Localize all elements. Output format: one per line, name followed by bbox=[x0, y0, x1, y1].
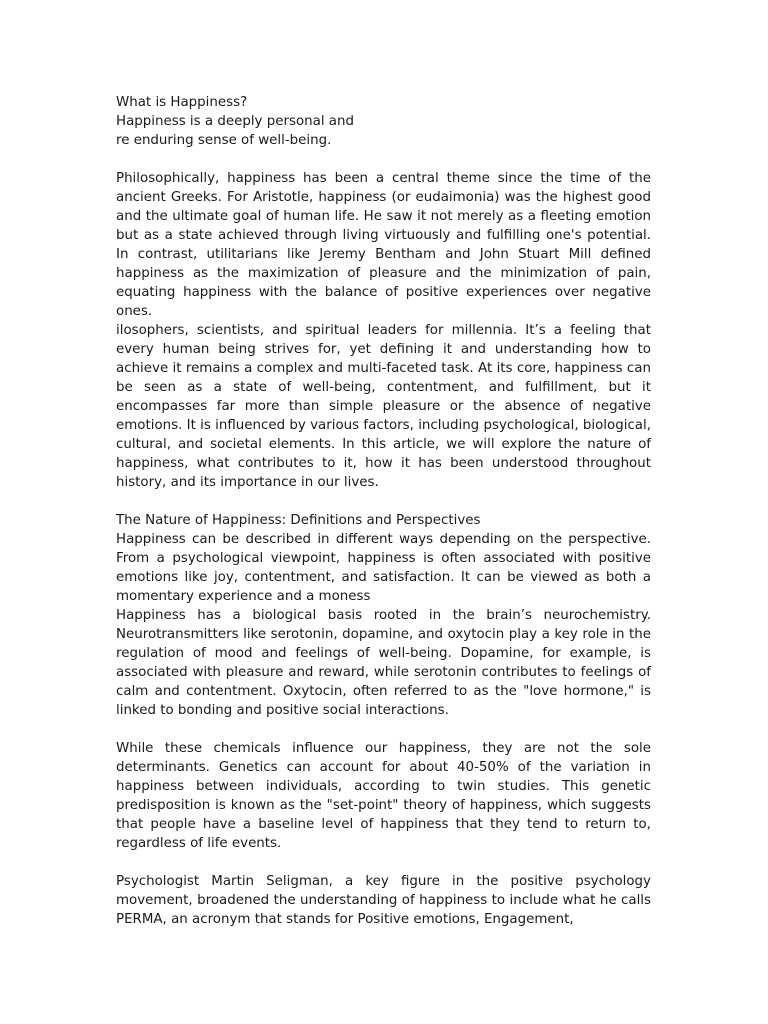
section-heading: The Nature of Happiness: Definitions and Perspectives bbox=[116, 513, 481, 528]
paragraph-gap bbox=[116, 720, 651, 739]
paragraph-gap bbox=[116, 853, 651, 872]
paragraph-definitions: Happiness can be described in different ways depending on the perspective. From a psychological viewpoint, happiness is often associated with positive emotions like joy, contentment, and satisfaction. It can be viewed as both a momentary experience and a moness bbox=[116, 532, 651, 604]
document-title: What is Happiness? bbox=[116, 95, 248, 110]
paragraph-philosophy: Philosophically, happiness has been a central theme since the time of the ancient Greeks. For Aristotle, happiness (or eudaimonia) was the highest good and the ultimate goal of human life. He saw it not merely as a fleeting emotion but as a state achieved through living virtuously and fulfilling one's potential. In contrast, utilitarians like Jeremy Bentham and John Stuart Mill defined happiness as the maximization of pleasure and the minimization of pain, equating happiness with the balance of positive experiences over negative ones. bbox=[116, 171, 651, 319]
intro-line-1: Happiness is a deeply personal and bbox=[116, 114, 354, 129]
paragraph-overview: ilosophers, scientists, and spiritual leaders for millennia. It’s a feeling that every human being strives for, yet defining it and understanding how to achieve it remains a complex and multi-faceted task. At its core, happiness can be seen as a state of well-being, contentment, and fulfillment, but it encompasses far more than simple pleasure or the absence of negative emotions. It is influenced by various factors, including psychological, biological, cultural, and societal elements. In this article, we will explore the nature of happiness, what contributes to it, how it has been understood throughout history, and its importance in our lives. bbox=[116, 323, 651, 490]
document-page bbox=[116, 93, 651, 929]
paragraph-gap bbox=[116, 492, 651, 511]
paragraph-biology: Happiness has a biological basis rooted in the brain’s neurochemistry. Neurotransmitters like serotonin, dopamine, and oxytocin play a key role in the regulation of mood and feelings of well-being. Dopamine, for example, is associated with pleasure and reward, while serotonin contributes to feelings of calm and contentment. Oxytocin, often referred to as the "love hormone," is linked to bonding and positive social interactions. bbox=[116, 608, 651, 718]
paragraph-genetics: While these chemicals influence our happiness, they are not the sole determinants. Genetics can account for about 40-50% of the variation in happiness between individuals, according to twin studies. This genetic predisposition is known as the "set-point" theory of happiness, which suggests that people have a baseline level of happiness that they tend to return to, regardless of life events. bbox=[116, 741, 651, 851]
paragraph-gap bbox=[116, 150, 651, 169]
paragraph-perma: Psychologist Martin Seligman, a key figure in the positive psychology movement, broadened the understanding of happiness to include what he calls PERMA, an acronym that stands for Positive emotions, Engagement, bbox=[116, 874, 651, 927]
intro-line-2: re enduring sense of well-being. bbox=[116, 133, 332, 148]
